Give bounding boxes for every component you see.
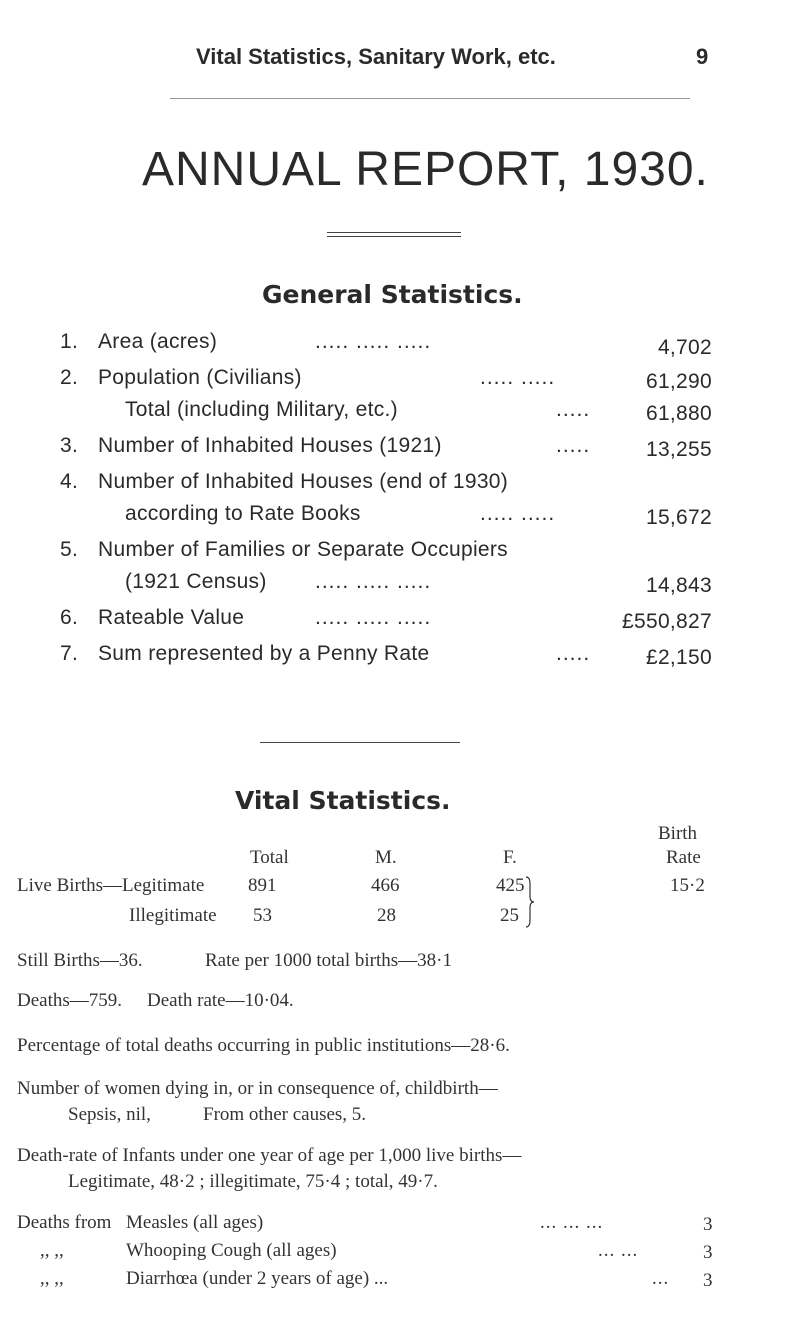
running-header: Vital Statistics, Sanitary Work, etc. — [196, 44, 556, 69]
gs-item-value: 15,672 — [645, 506, 712, 529]
still-births-rate: Rate per 1000 total births—38·1 — [205, 950, 452, 971]
gs-item-number: 4. — [60, 470, 79, 493]
table-row-label: Live Births—Legitimate — [17, 875, 205, 896]
table-cell-m: 28 — [377, 905, 396, 926]
col-header-rate: Rate — [666, 847, 701, 868]
gs-item-leader: ..... — [556, 642, 591, 665]
gs-item-leader: ..... — [556, 398, 591, 421]
gs-item-number: 3. — [60, 434, 79, 457]
gs-item-number: 5. — [60, 538, 79, 561]
table-row-label: Illegitimate — [129, 905, 217, 926]
gs-item-value: 14,843 — [645, 574, 712, 597]
gs-item-label: Number of Families or Separate Occupiers — [98, 538, 508, 561]
page-number: 9 — [696, 44, 709, 69]
death-rate: Death rate—10·04. — [147, 990, 294, 1011]
list-item-prefix: ,, ,, — [40, 1268, 64, 1289]
col-header-m: M. — [375, 847, 397, 868]
childbirth-deaths: Number of women dying in, or in consequence of, childbirth— — [17, 1078, 498, 1099]
list-item-leader: ... ... — [598, 1240, 639, 1261]
list-item-leader: ... — [652, 1268, 670, 1289]
col-header-f: F. — [503, 847, 517, 868]
infant-death-rate-breakdown: Legitimate, 48·2 ; illegitimate, 75·4 ; total, 49·7. — [68, 1171, 438, 1192]
list-item-leader: ... ... ... — [540, 1212, 604, 1233]
gs-item-number: 6. — [60, 606, 79, 629]
gs-item-value: 61,290 — [645, 370, 712, 393]
gs-item-value: £550,827 — [622, 610, 712, 633]
list-item-cause: Diarrhœa (under 2 years of age) ... — [126, 1268, 389, 1289]
brace-icon — [524, 874, 536, 930]
infant-death-rate: Death-rate of Infants under one year of age per 1,000 live births— — [17, 1145, 522, 1166]
public-institutions-percentage: Percentage of total deaths occurring in public institutions—28·6. — [17, 1035, 510, 1056]
header-rule — [170, 98, 690, 99]
title-double-rule-top — [327, 232, 461, 233]
gs-item-leader: ..... — [556, 434, 591, 457]
gs-item-leader: ..... ..... ..... — [315, 330, 432, 353]
table-cell-total: 891 — [248, 875, 277, 896]
gs-item-value: 4,702 — [657, 336, 712, 359]
gs-item-label: Number of Inhabited Houses (end of 1930) — [98, 470, 509, 493]
col-header-birth: Birth — [658, 823, 698, 844]
list-item-cause: Whooping Cough (all ages) — [126, 1240, 337, 1261]
gs-item-label: according to Rate Books — [125, 502, 361, 525]
list-item-cause: Measles (all ages) — [126, 1212, 264, 1233]
gs-item-label: (1921 Census) — [125, 570, 267, 593]
gs-item-label: Population (Civilians) — [98, 366, 302, 389]
list-item-value: 3 — [703, 1270, 713, 1291]
table-cell-f: 425 — [496, 875, 525, 896]
gs-item-label: Total (including Military, etc.) — [125, 398, 398, 421]
gs-item-number: 7. — [60, 642, 79, 665]
gs-item-value: 13,255 — [645, 438, 712, 461]
gs-item-value: £2,150 — [645, 646, 712, 669]
general-statistics-heading: General Statistics. — [262, 280, 523, 309]
list-item-value: 3 — [703, 1214, 713, 1235]
birth-rate-value: 15·2 — [670, 875, 705, 896]
gs-item-leader: ..... ..... ..... — [315, 570, 432, 593]
list-item-prefix: Deaths from — [17, 1212, 112, 1233]
title-double-rule-bottom — [327, 236, 461, 237]
vital-statistics-heading: Vital Statistics. — [235, 786, 451, 815]
gs-item-leader: ..... ..... ..... — [315, 606, 432, 629]
gs-item-label: Sum represented by a Penny Rate — [98, 642, 430, 665]
gs-item-label: Rateable Value — [98, 606, 245, 629]
childbirth-other: From other causes, 5. — [203, 1104, 367, 1125]
gs-item-label: Number of Inhabited Houses (1921) — [98, 434, 442, 457]
still-births: Still Births—36. — [17, 950, 143, 971]
childbirth-sepsis: Sepsis, nil, — [68, 1104, 151, 1125]
gs-item-leader: ..... ..... — [480, 366, 556, 389]
list-item-value: 3 — [703, 1242, 713, 1263]
gs-item-number: 2. — [60, 366, 79, 389]
section-divider — [260, 742, 460, 743]
gs-item-leader: ..... ..... — [480, 502, 556, 525]
table-cell-f: 25 — [500, 905, 519, 926]
col-header-total: Total — [250, 847, 289, 868]
table-cell-m: 466 — [371, 875, 400, 896]
list-item-prefix: ,, ,, — [40, 1240, 64, 1261]
report-title: ANNUAL REPORT, 1930. — [142, 143, 709, 196]
deaths-count: Deaths—759. — [17, 990, 123, 1011]
gs-item-value: 61,880 — [645, 402, 712, 425]
gs-item-number: 1. — [60, 330, 79, 353]
table-cell-total: 53 — [253, 905, 272, 926]
gs-item-label: Area (acres) — [98, 330, 218, 353]
